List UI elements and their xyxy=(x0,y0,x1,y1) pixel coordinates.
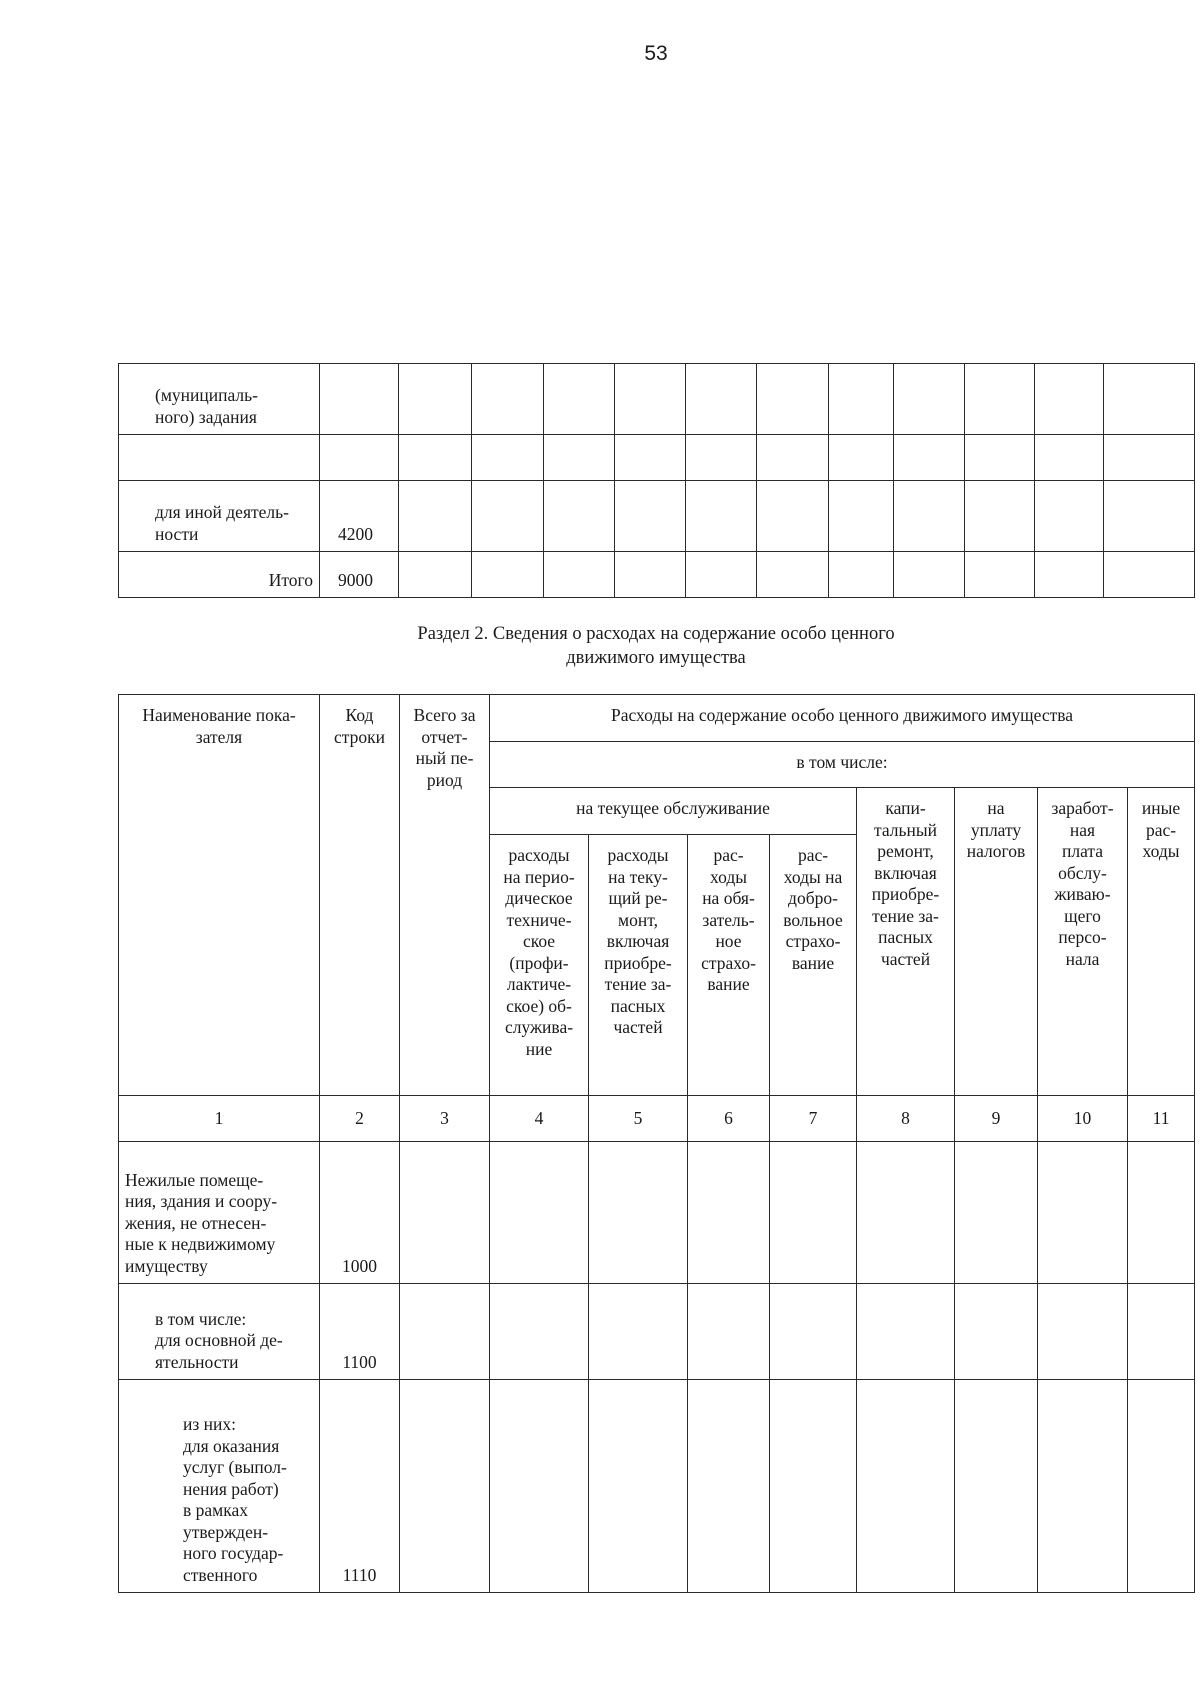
table-row xyxy=(119,364,1195,435)
row-name: для иной деятель- ности xyxy=(119,481,320,552)
header-including: в том числе: xyxy=(490,742,1195,788)
table-row xyxy=(119,1380,1195,1593)
header-col9: на уплату налогов xyxy=(955,788,1038,1096)
header-current-maintenance: на текущее обслуживание xyxy=(490,788,857,835)
col-number: 3 xyxy=(400,1096,490,1142)
col-number: 10 xyxy=(1038,1096,1128,1142)
row-code: 4200 xyxy=(320,481,399,552)
header-code: Код строки xyxy=(320,695,400,1096)
table-row xyxy=(119,1142,1195,1284)
table-row xyxy=(119,1284,1195,1380)
page-number: 53 xyxy=(644,42,668,65)
table-row xyxy=(119,481,1195,552)
section-title: Раздел 2. Сведения о расходах на содержание особо ценного движимого имущества xyxy=(417,624,895,668)
header-col10: заработ- ная плата обслу- живаю- щего персо- нала xyxy=(1038,788,1128,1096)
header-col6: рас- ходы на обя- затель- ное страхо- вание xyxy=(688,835,770,1096)
col-number: 5 xyxy=(589,1096,688,1142)
expenses-table xyxy=(118,694,1195,1593)
table-continuation xyxy=(118,363,1195,598)
row-code: 1000 xyxy=(320,1142,400,1284)
header-expenses: Расходы на содержание особо ценного движимого имущества xyxy=(490,695,1195,742)
header-col7: рас- ходы на добро- вольное страхо- вание xyxy=(770,835,857,1096)
header-col5: расходы на теку- щий ре- монт, включая приобре- тение за- пасных частей xyxy=(589,835,688,1096)
row-code xyxy=(320,435,399,481)
column-numbers-row xyxy=(119,1096,1195,1142)
total-label: Итого xyxy=(119,552,320,598)
row-code: 9000 xyxy=(320,552,399,598)
row-code: 1110 xyxy=(320,1380,400,1593)
col-number: 11 xyxy=(1128,1096,1195,1142)
col-number: 1 xyxy=(119,1096,320,1142)
col-number: 8 xyxy=(857,1096,955,1142)
col-number: 9 xyxy=(955,1096,1038,1142)
row-code: 1100 xyxy=(320,1284,400,1380)
header-col4: расходы на перио- дическое техниче- ское (профи- лактиче- ское) об- служива- ние xyxy=(490,835,589,1096)
table-row xyxy=(119,552,1195,598)
header-col8: капи- тальный ремонт, включая приобре- тение за- пасных частей xyxy=(857,788,955,1096)
col-number: 7 xyxy=(770,1096,857,1142)
row-name xyxy=(119,435,320,481)
col-number: 2 xyxy=(320,1096,400,1142)
row-name: в том числе: для основной де- ятельности xyxy=(119,1284,320,1380)
header-name: Наименование пока- зателя xyxy=(119,695,320,1096)
header-total: Всего за отчет- ный пе- риод xyxy=(400,695,490,1096)
col-number: 6 xyxy=(688,1096,770,1142)
row-code xyxy=(320,364,399,435)
row-name: (муниципаль- ного) задания xyxy=(119,364,320,435)
header-col11: иные рас- ходы xyxy=(1128,788,1195,1096)
table-row xyxy=(119,435,1195,481)
row-name: из них: для оказания услуг (выпол- нения работ) в рамках утвержден- ного государ- ственного xyxy=(119,1380,320,1593)
row-name: Нежилые помеще- ния, здания и соору- жения, не отнесен- ные к недвижимому имуществу xyxy=(119,1142,320,1284)
col-number: 4 xyxy=(490,1096,589,1142)
